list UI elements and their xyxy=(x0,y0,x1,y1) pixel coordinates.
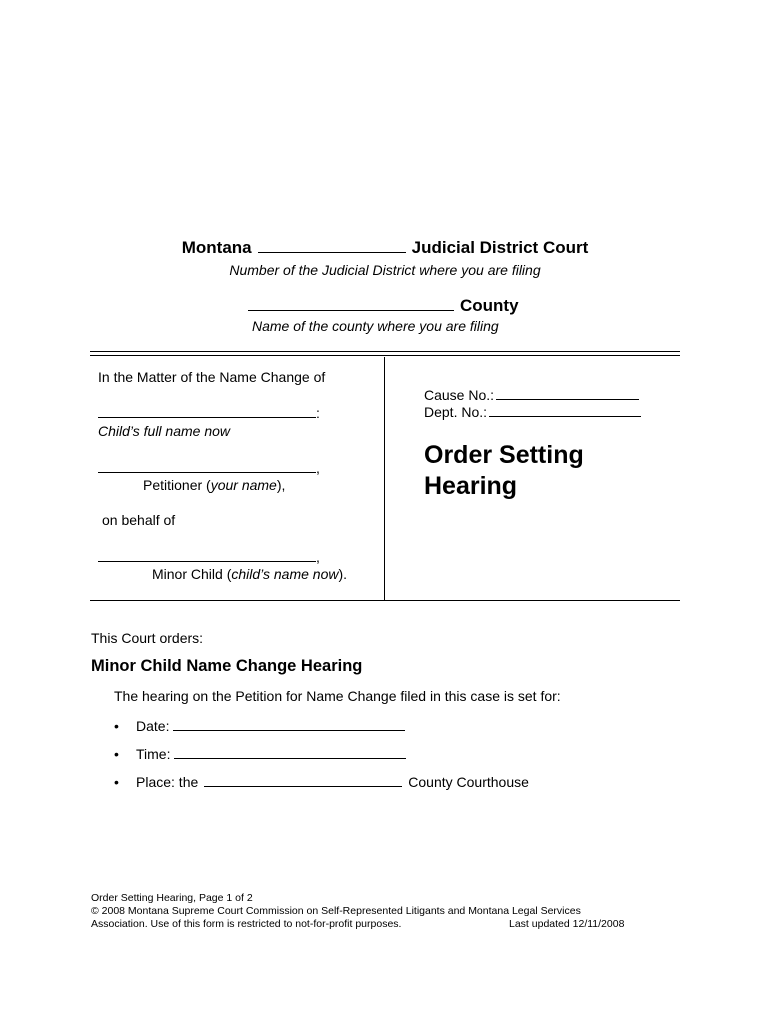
hearing-place-row xyxy=(114,772,529,790)
title-line-1: Order Setting xyxy=(424,441,584,469)
child-name-punct: : xyxy=(316,405,320,421)
title-line-2: Hearing xyxy=(424,472,518,500)
court-name: Judicial District Court xyxy=(411,238,589,257)
hearing-time-row xyxy=(114,744,406,762)
bullet-icon: • xyxy=(114,718,119,734)
hearing-intro: The hearing on the Petition for Name Change filed in this case is set for: xyxy=(114,688,561,704)
petitioner-label-italic: your name xyxy=(210,477,277,493)
minor-name-row xyxy=(98,549,320,565)
child-name-hint: Child’s full name now xyxy=(98,423,231,439)
dept-label: Dept. No.: xyxy=(424,404,488,420)
caption-bottom-rule xyxy=(90,600,680,601)
county-hint: Name of the county where you are filing xyxy=(252,318,499,334)
court-heading xyxy=(0,238,770,258)
bullet-icon: • xyxy=(114,774,119,790)
dept-number-row xyxy=(424,404,641,420)
matter-label: In the Matter of the Name Change of xyxy=(98,369,326,385)
petitioner-punct: , xyxy=(316,460,320,476)
place-label: Place: the xyxy=(136,774,199,790)
district-number-field[interactable] xyxy=(258,238,406,253)
footer-page-number: Order Setting Hearing, Page 1 of 2 xyxy=(91,892,253,904)
section-heading: Minor Child Name Change Hearing xyxy=(91,657,363,675)
cause-number-row xyxy=(424,387,639,403)
minor-label-prefix: Minor Child ( xyxy=(152,566,232,582)
minor-label-italic: child’s name now xyxy=(231,566,339,582)
orders-label: This Court orders: xyxy=(91,630,204,646)
cause-number-field[interactable] xyxy=(496,387,639,400)
petitioner-label-prefix: Petitioner ( xyxy=(143,477,211,493)
child-name-row xyxy=(98,405,320,421)
hearing-date-field[interactable] xyxy=(173,716,405,731)
district-hint: Number of the Judicial District where you are filing xyxy=(229,262,541,278)
county-heading xyxy=(248,296,519,316)
petitioner-name-field[interactable] xyxy=(98,460,316,473)
footer-copyright: © 2008 Montana Supreme Court Commission on Self-Represented Litigants and Montana Legal Services xyxy=(91,905,581,917)
minor-punct: , xyxy=(316,549,320,565)
petitioner-label-suffix: ), xyxy=(276,477,286,493)
minor-child-label xyxy=(152,566,347,582)
caption-divider xyxy=(384,357,385,601)
child-name-field[interactable] xyxy=(98,405,316,418)
caption-top-rule-inner xyxy=(90,355,680,356)
cause-label: Cause No.: xyxy=(424,387,495,403)
dept-number-field[interactable] xyxy=(489,404,641,417)
petitioner-label xyxy=(143,477,285,493)
petitioner-name-row xyxy=(98,460,320,476)
state-name: Montana xyxy=(181,238,252,257)
date-label: Date: xyxy=(136,718,170,734)
hearing-time-field[interactable] xyxy=(174,744,406,759)
county-label: County xyxy=(460,296,519,315)
time-label: Time: xyxy=(136,746,171,762)
minor-name-field[interactable] xyxy=(98,549,316,562)
minor-label-suffix: ). xyxy=(338,566,348,582)
footer-last-updated: Last updated 12/11/2008 xyxy=(509,918,625,930)
behalf-label: on behalf of xyxy=(102,512,176,528)
bullet-icon: • xyxy=(114,746,119,762)
place-suffix: County Courthouse xyxy=(408,774,529,790)
footer-association: Association. Use of this form is restricted to not-for-profit purposes. xyxy=(91,918,402,930)
caption-top-rule xyxy=(90,351,680,352)
hearing-date-row xyxy=(114,716,405,734)
document-title xyxy=(424,440,664,502)
county-name-field[interactable] xyxy=(248,296,454,311)
hearing-county-field[interactable] xyxy=(204,772,402,787)
